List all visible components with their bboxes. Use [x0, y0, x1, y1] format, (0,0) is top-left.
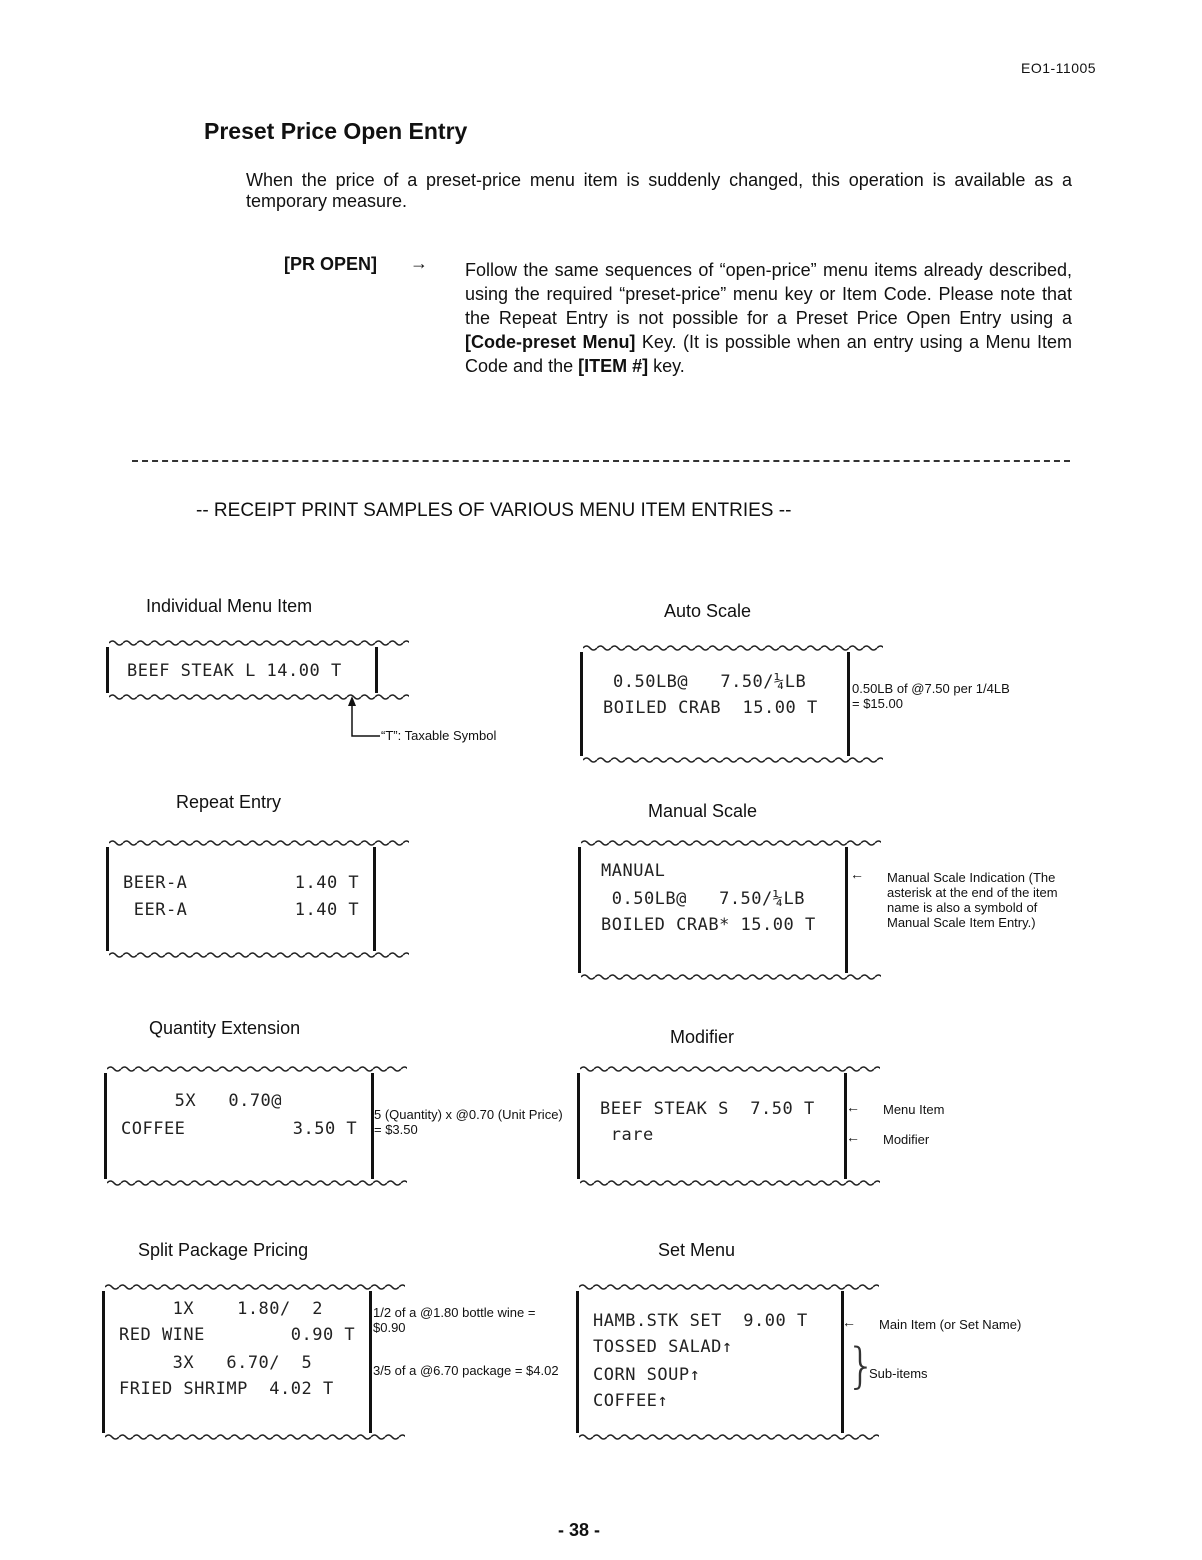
- receipt-line: EER-A 1.40 T: [123, 900, 360, 920]
- receipt-line: BEEF STEAK L 14.00 T: [127, 661, 342, 681]
- sub-items-note: Sub-items: [869, 1366, 928, 1381]
- receipt-line: BOILED CRAB 15.00 T: [603, 698, 818, 718]
- receipt-line: RED WINE 0.90 T: [119, 1325, 356, 1345]
- document-id: EO1-11005: [1021, 60, 1097, 76]
- auto-scale-label: Auto Scale: [664, 601, 752, 621]
- page-number: - 38 -: [558, 1520, 601, 1540]
- wavy-edge: [579, 1433, 879, 1441]
- wavy-edge: [580, 1065, 880, 1073]
- wavy-edge: [583, 756, 883, 764]
- desc-part: Follow the same sequences of “open-price” menu items already described, using the required “preset-price” menu key or Item Code. Please note that the Repeat Entry is not possible for a Preset Price Open Entry using a: [465, 260, 1072, 328]
- receipt-line: COFFEE↑: [593, 1391, 669, 1411]
- wavy-edge: [105, 1283, 405, 1291]
- auto-scale-note: 0.50LB of @7.50 per 1/4LB = $15.00: [852, 681, 1010, 711]
- receipt-line: CORN SOUP↑: [593, 1365, 701, 1385]
- auto-scale-receipt: [580, 652, 850, 756]
- receipt-line: BOILED CRAB* 15.00 T: [601, 915, 816, 935]
- set-menu-receipt: [576, 1291, 844, 1433]
- wavy-edge: [105, 1433, 405, 1441]
- pr-open-key: [PR OPEN]: [284, 254, 378, 274]
- receipt-line: FRIED SHRIMP 4.02 T: [119, 1379, 334, 1399]
- pr-open-description: [465, 258, 1072, 378]
- modifier-label: Modifier: [670, 1027, 735, 1047]
- arrow-right-icon: →: [410, 253, 428, 273]
- modifier-receipt: [577, 1073, 847, 1179]
- modifier-note: Modifier: [883, 1132, 930, 1147]
- desc-part: Key. (It is possible when an entry using a Menu Item Code and the: [465, 332, 1072, 376]
- set-menu-label: Set Menu: [658, 1240, 736, 1260]
- wavy-edge: [107, 1065, 407, 1073]
- receipt-line: 5X 0.70@: [121, 1091, 283, 1111]
- receipt-line: 0.50LB@ 7.50/¼LB: [613, 672, 807, 692]
- arrow-left-icon: ←: [846, 1129, 860, 1145]
- manual-scale-receipt: [578, 847, 848, 973]
- taxable-note: “T”: Taxable Symbol: [381, 728, 497, 743]
- code-preset-key: [Code-preset Menu]: [465, 332, 636, 352]
- wavy-edge: [109, 839, 409, 847]
- receipt-line: rare: [600, 1125, 654, 1145]
- wavy-edge: [580, 1179, 880, 1187]
- arrow-left-icon: ←: [842, 1314, 856, 1330]
- repeat-receipt: [106, 847, 376, 951]
- wavy-edge: [107, 1179, 407, 1187]
- desc-part: key.: [648, 356, 685, 376]
- receipt-line: 3X 6.70/ 5: [119, 1353, 313, 1373]
- receipt-line: HAMB.STK SET 9.00 T: [593, 1311, 808, 1331]
- wavy-edge: [579, 1283, 879, 1291]
- receipt-line: BEEF STEAK S 7.50 T: [600, 1099, 815, 1119]
- menu-item-note: Menu Item: [883, 1102, 945, 1117]
- quantity-note: 5 (Quantity) x @0.70 (Unit Price) = $3.50: [374, 1107, 563, 1137]
- split-note-wine: 1/2 of a @1.80 bottle wine = $0.90: [373, 1305, 536, 1335]
- main-item-note: Main Item (or Set Name): [879, 1317, 1022, 1332]
- receipt-line: COFFEE 3.50 T: [121, 1119, 358, 1139]
- receipt-line: TOSSED SALAD↑: [593, 1337, 733, 1357]
- taxable-pointer-icon: [340, 694, 380, 742]
- receipt-line: 1X 1.80/ 2: [119, 1299, 323, 1319]
- brace-icon: }: [846, 1338, 877, 1394]
- arrow-left-icon: ←: [846, 1099, 860, 1115]
- wavy-edge: [109, 639, 409, 647]
- individual-label: Individual Menu Item: [146, 596, 313, 616]
- wavy-edge: [581, 973, 881, 981]
- manual-scale-label: Manual Scale: [648, 801, 758, 821]
- item-key: [ITEM #]: [578, 356, 649, 376]
- samples-heading: -- RECEIPT PRINT SAMPLES OF VARIOUS MENU ITEM ENTRIES --: [196, 500, 792, 521]
- wavy-edge: [583, 644, 883, 652]
- split-label: Split Package Pricing: [138, 1240, 309, 1260]
- receipt-line: 0.50LB@ 7.50/¼LB: [601, 889, 805, 909]
- quantity-receipt: [104, 1073, 374, 1179]
- manual-scale-note: Manual Scale Indication (The asterisk at the end of the item name is also a symbold of Manual Scale Item Entry.): [887, 870, 1058, 930]
- dashed-divider: [132, 460, 1070, 462]
- wavy-edge: [109, 951, 409, 959]
- wavy-edge: [581, 839, 881, 847]
- repeat-label: Repeat Entry: [176, 792, 282, 812]
- quantity-label: Quantity Extension: [149, 1018, 301, 1038]
- split-receipt: [102, 1291, 372, 1433]
- receipt-line: BEER-A 1.40 T: [123, 873, 360, 893]
- section-title: Preset Price Open Entry: [204, 118, 468, 144]
- intro-paragraph: When the price of a preset-price menu item is suddenly changed, this operation is available as a temporary measure.: [246, 170, 1072, 211]
- split-note-package: 3/5 of a @6.70 package = $4.02: [373, 1363, 559, 1378]
- receipt-line: MANUAL: [601, 861, 666, 881]
- arrow-left-icon: ←: [850, 866, 864, 882]
- individual-receipt: [106, 647, 378, 693]
